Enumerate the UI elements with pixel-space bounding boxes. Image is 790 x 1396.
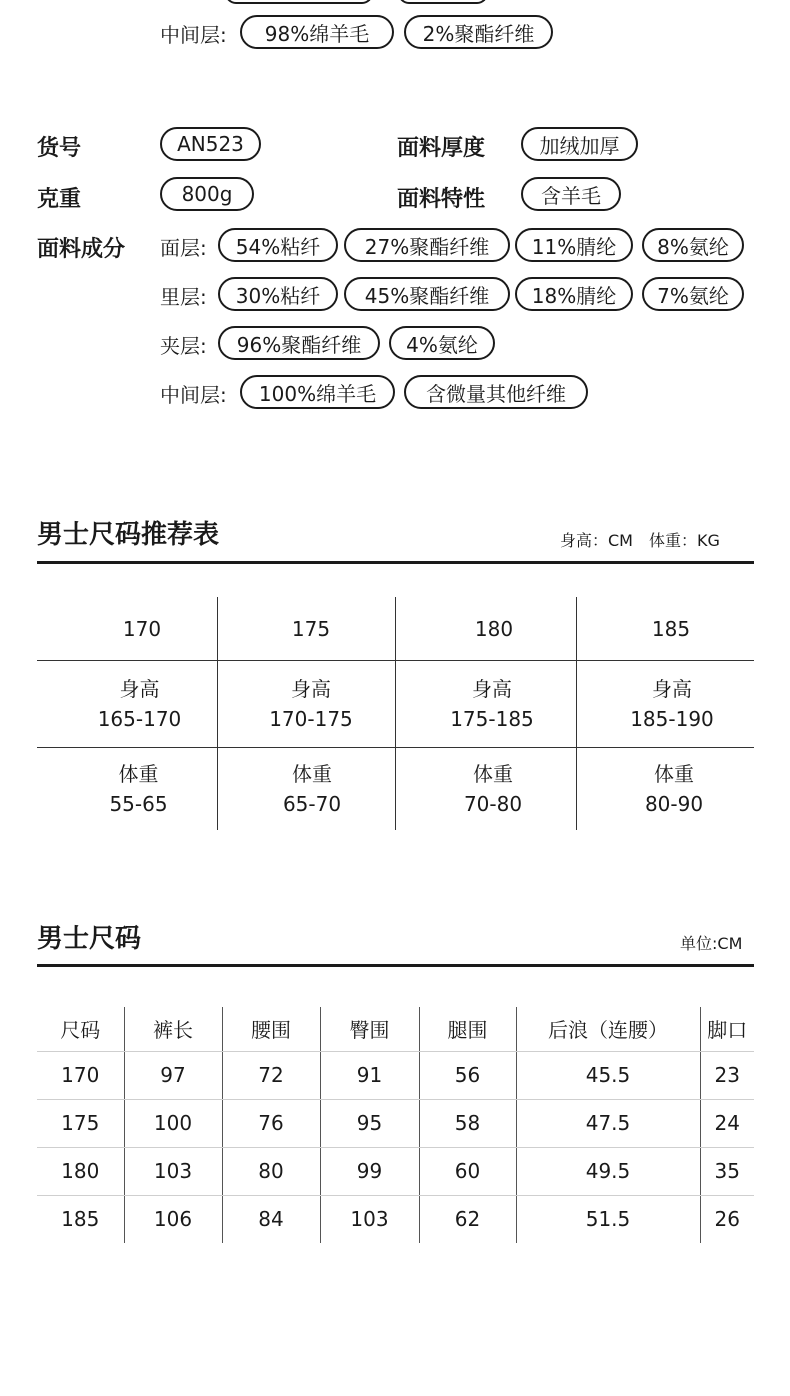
composition-tag: 7%氨纶 — [642, 277, 744, 311]
table-cell: 26 — [700, 1195, 754, 1243]
table-row — [37, 1195, 754, 1243]
column-header: 后浪（连腰） — [516, 1007, 700, 1051]
table-cell: 49.5 — [516, 1147, 700, 1195]
table-cell: 185 — [61, 1207, 100, 1232]
table-cell: 91 — [320, 1051, 419, 1099]
size-header — [217, 597, 405, 660]
feature-label: 面料特性 — [397, 187, 486, 212]
recommend-unit: 身高：CM 体重：KG — [560, 531, 720, 550]
size-recommend-grid — [37, 597, 754, 830]
recommend-title: 男士尺码推荐表 — [37, 520, 220, 550]
composition-tag: 30%粘纤 — [218, 277, 338, 311]
table-cell: 180 — [37, 1147, 124, 1195]
size-header — [395, 597, 593, 660]
table-cell: 24 — [700, 1099, 754, 1147]
table-cell: 23 — [700, 1051, 754, 1099]
thickness-tag: 加绒加厚 — [521, 127, 638, 161]
layer-label: 中间层: — [160, 383, 227, 407]
table-cell: 170 — [37, 1051, 124, 1099]
layer-label: 中间层: — [160, 23, 227, 47]
table-cell: 76 — [222, 1099, 320, 1147]
composition-tag: 11%腈纶 — [515, 228, 633, 262]
height-label: 身高 — [652, 676, 692, 701]
table-cell: 58 — [419, 1099, 516, 1147]
weight-cell — [576, 747, 772, 830]
column-header: 脚口 — [700, 1007, 754, 1051]
table-cell: 62 — [419, 1195, 516, 1243]
column-header: 尺码 — [37, 1007, 124, 1051]
weight-range: 70-80 — [463, 791, 523, 816]
height-range: 175-185 — [450, 706, 534, 731]
table-cell: 84 — [222, 1195, 320, 1243]
weight-label: 体重 — [473, 761, 513, 786]
height-label: 身高 — [472, 676, 512, 701]
composition-tag: 100%绵羊毛 — [240, 375, 395, 409]
composition-tag: 54%粘纤 — [218, 228, 338, 262]
item-no-tag: AN523 — [160, 127, 261, 161]
table-cell: 106 — [124, 1195, 222, 1243]
feature-tag: 含羊毛 — [521, 177, 621, 211]
column-header: 腰围 — [222, 1007, 320, 1051]
size-chart-table — [37, 1007, 754, 1243]
layer-label: 里层: — [160, 285, 207, 309]
composition-tag: 2%聚酯纤维 — [404, 15, 553, 49]
table-cell: 47.5 — [516, 1099, 700, 1147]
composition-tag: 98%绵羊毛 — [240, 15, 394, 49]
cut-off-tag — [225, 0, 373, 4]
table-cell: 99 — [320, 1147, 419, 1195]
thickness-label: 面料厚度 — [397, 136, 486, 161]
height-label: 身高 — [291, 676, 331, 701]
weight-range: 65-70 — [282, 791, 342, 816]
height-label: 身高 — [119, 676, 160, 701]
table-cell: 95 — [320, 1099, 419, 1147]
weight-range: 55-65 — [109, 791, 168, 816]
height-cell — [395, 660, 589, 747]
size-header — [37, 597, 247, 660]
size-value: 185 — [651, 616, 691, 641]
table-cell: 35 — [700, 1147, 754, 1195]
item-no-label: 货号 — [37, 136, 82, 161]
table-cell: 103 — [320, 1195, 419, 1243]
composition-tag: 27%聚酯纤维 — [344, 228, 510, 262]
weight-cell — [395, 747, 591, 830]
composition-tag: 8%氨纶 — [642, 228, 744, 262]
table-row — [37, 1051, 754, 1099]
layer-label: 面层: — [160, 236, 207, 260]
table-cell: 103 — [124, 1147, 222, 1195]
height-cell — [576, 660, 768, 747]
height-range: 165-170 — [97, 706, 182, 731]
table-cell: 100 — [124, 1099, 222, 1147]
height-cell — [217, 660, 405, 747]
column-header: 腿围 — [419, 1007, 516, 1051]
composition-tag: 4%氨纶 — [389, 326, 495, 360]
table-cell: 51.5 — [516, 1195, 700, 1243]
size-chart-unit: 单位:CM — [680, 934, 743, 953]
table-cell: 56 — [419, 1051, 516, 1099]
weight-label: 克重 — [37, 187, 82, 212]
layer-label: 夹层: — [160, 334, 207, 358]
weight-label: 体重 — [654, 761, 694, 786]
weight-cell — [37, 747, 240, 830]
table-cell: 97 — [124, 1051, 222, 1099]
column-header: 裤长 — [124, 1007, 222, 1051]
height-range: 185-190 — [630, 706, 714, 731]
cut-off-tag — [398, 0, 488, 4]
size-value: 180 — [474, 616, 514, 641]
column-header: 臀围 — [320, 1007, 419, 1051]
weight-label: 体重 — [292, 761, 332, 786]
table-cell: 45.5 — [516, 1051, 700, 1099]
composition-tag: 18%腈纶 — [515, 277, 633, 311]
composition-tag: 96%聚酯纤维 — [218, 326, 380, 360]
height-cell — [37, 660, 242, 747]
table-header-row — [37, 1007, 754, 1051]
divider — [37, 561, 754, 564]
weight-tag: 800g — [160, 177, 254, 211]
composition-label: 面料成分 — [37, 237, 126, 262]
table-row — [37, 1099, 754, 1147]
table-cell: 175 — [37, 1099, 124, 1147]
size-value: 170 — [122, 616, 162, 641]
divider — [37, 964, 754, 967]
table-row — [37, 1147, 754, 1195]
size-header — [576, 597, 766, 660]
table-cell: 72 — [222, 1051, 320, 1099]
size-value: 175 — [291, 616, 331, 641]
weight-cell — [217, 747, 407, 830]
weight-range: 80-90 — [644, 791, 704, 816]
size-chart-title: 男士尺码 — [37, 924, 142, 954]
height-range: 170-175 — [269, 706, 353, 731]
table-cell: 60 — [419, 1147, 516, 1195]
weight-label: 体重 — [118, 761, 159, 786]
table-cell: 80 — [222, 1147, 320, 1195]
composition-tag: 45%聚酯纤维 — [344, 277, 510, 311]
composition-tag: 含微量其他纤维 — [404, 375, 588, 409]
